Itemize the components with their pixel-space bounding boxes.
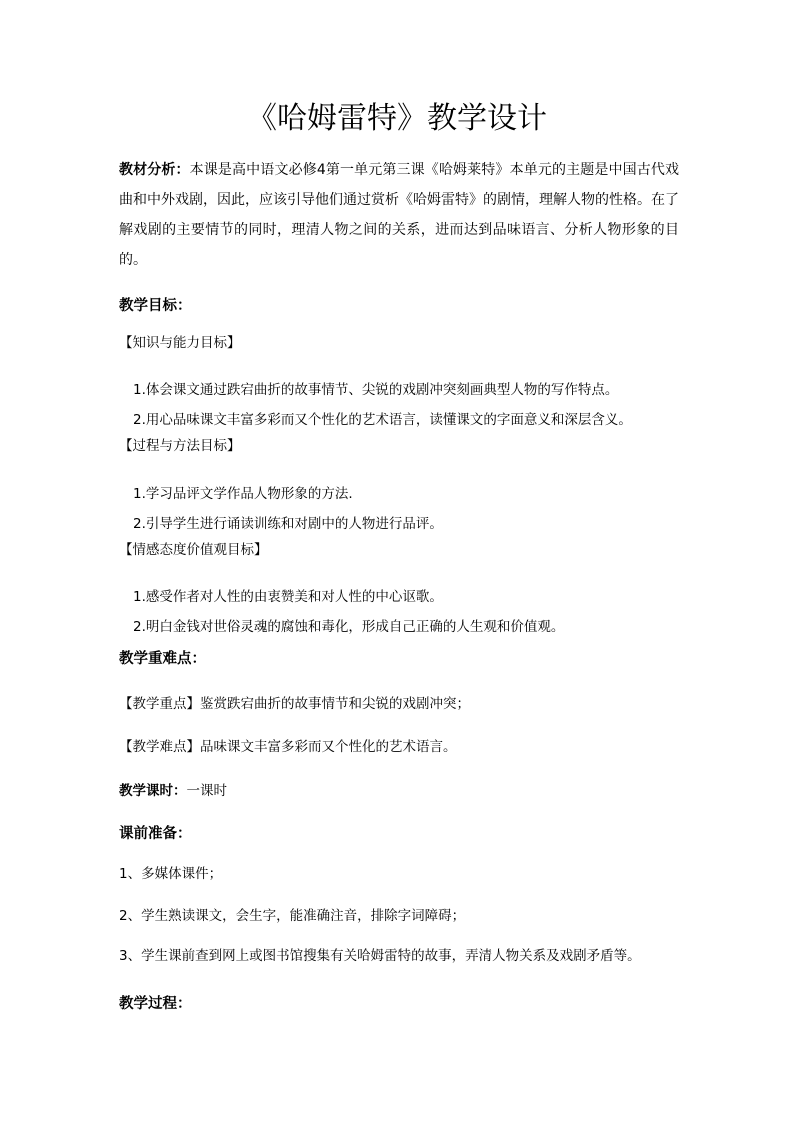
hours-value: 一课时 [186,783,227,799]
preparation-heading: 课前准备： [119,826,192,842]
difficulty-text: 品味课文丰富多彩而又个性化的艺术语言。 [200,739,457,755]
hours-label: 教学课时： [119,783,187,799]
intro-paragraph [119,155,679,275]
focus-text: 鉴赏跌宕曲折的故事情节和尖锐的戏剧冲突； [200,696,470,712]
knowledge-item-1: 1.体会课文通过跌宕曲折的故事情节、尖锐的戏剧冲突刻画典型人物的写作特点。 [133,382,619,398]
document-title: 《哈姆雷特》教学设计 [247,101,547,136]
preparation-item-1: 1、多媒体课件； [119,866,223,882]
process-section-heading: 教学过程： [119,996,192,1012]
knowledge-item-2: 2.用心品味课文丰富多彩而又个性化的艺术语言，读懂课文的字面意义和深层含义。 [133,412,632,428]
emotion-item-1: 1.感受作者对人性的由衷赞美和对人性的中心讴歌。 [133,589,443,605]
process-heading: 【过程与方法目标】 [119,438,241,454]
keypoints-heading: 教学重难点： [119,651,206,667]
emotion-heading: 【情感态度价值观目标】 [119,542,268,558]
intro-text: 本课是高中语文必修4第一单元第三课《哈姆莱特》本单元的主题是中国古代戏曲和中外戏剧，因此，应该引导他们通过赏析《哈姆雷特》的剧情，理解人物的性格。在了解戏剧的主要情节的同时，理清人物之间的关系，进而达到品味语言、分析人物形象的目的。 [119,162,680,268]
hours-line [119,781,679,801]
process-item-2: 2.引导学生进行诵读训练和对剧中的人物进行品评。 [133,516,443,532]
preparation-item-3: 3、学生课前查到网上或图书馆搜集有关哈姆雷特的故事，弄清人物关系及戏剧矛盾等。 [119,948,641,964]
focus-line [119,694,679,714]
intro-label: 教材分析： [119,162,190,178]
objectives-heading: 教学目标： [119,298,192,314]
difficulty-line [119,737,679,757]
process-item-1: 1.学习品评文学作品人物形象的方法. [133,486,353,502]
difficulty-label: 【教学难点】 [119,739,200,755]
emotion-item-2: 2.明白金钱对世俗灵魂的腐蚀和毒化，形成自己正确的人生观和价值观。 [133,619,565,635]
knowledge-heading: 【知识与能力目标】 [119,335,241,351]
preparation-item-2: 2、学生熟读课文，会生字，能准确注音，排除字词障碍； [119,908,466,924]
focus-label: 【教学重点】 [119,696,200,712]
